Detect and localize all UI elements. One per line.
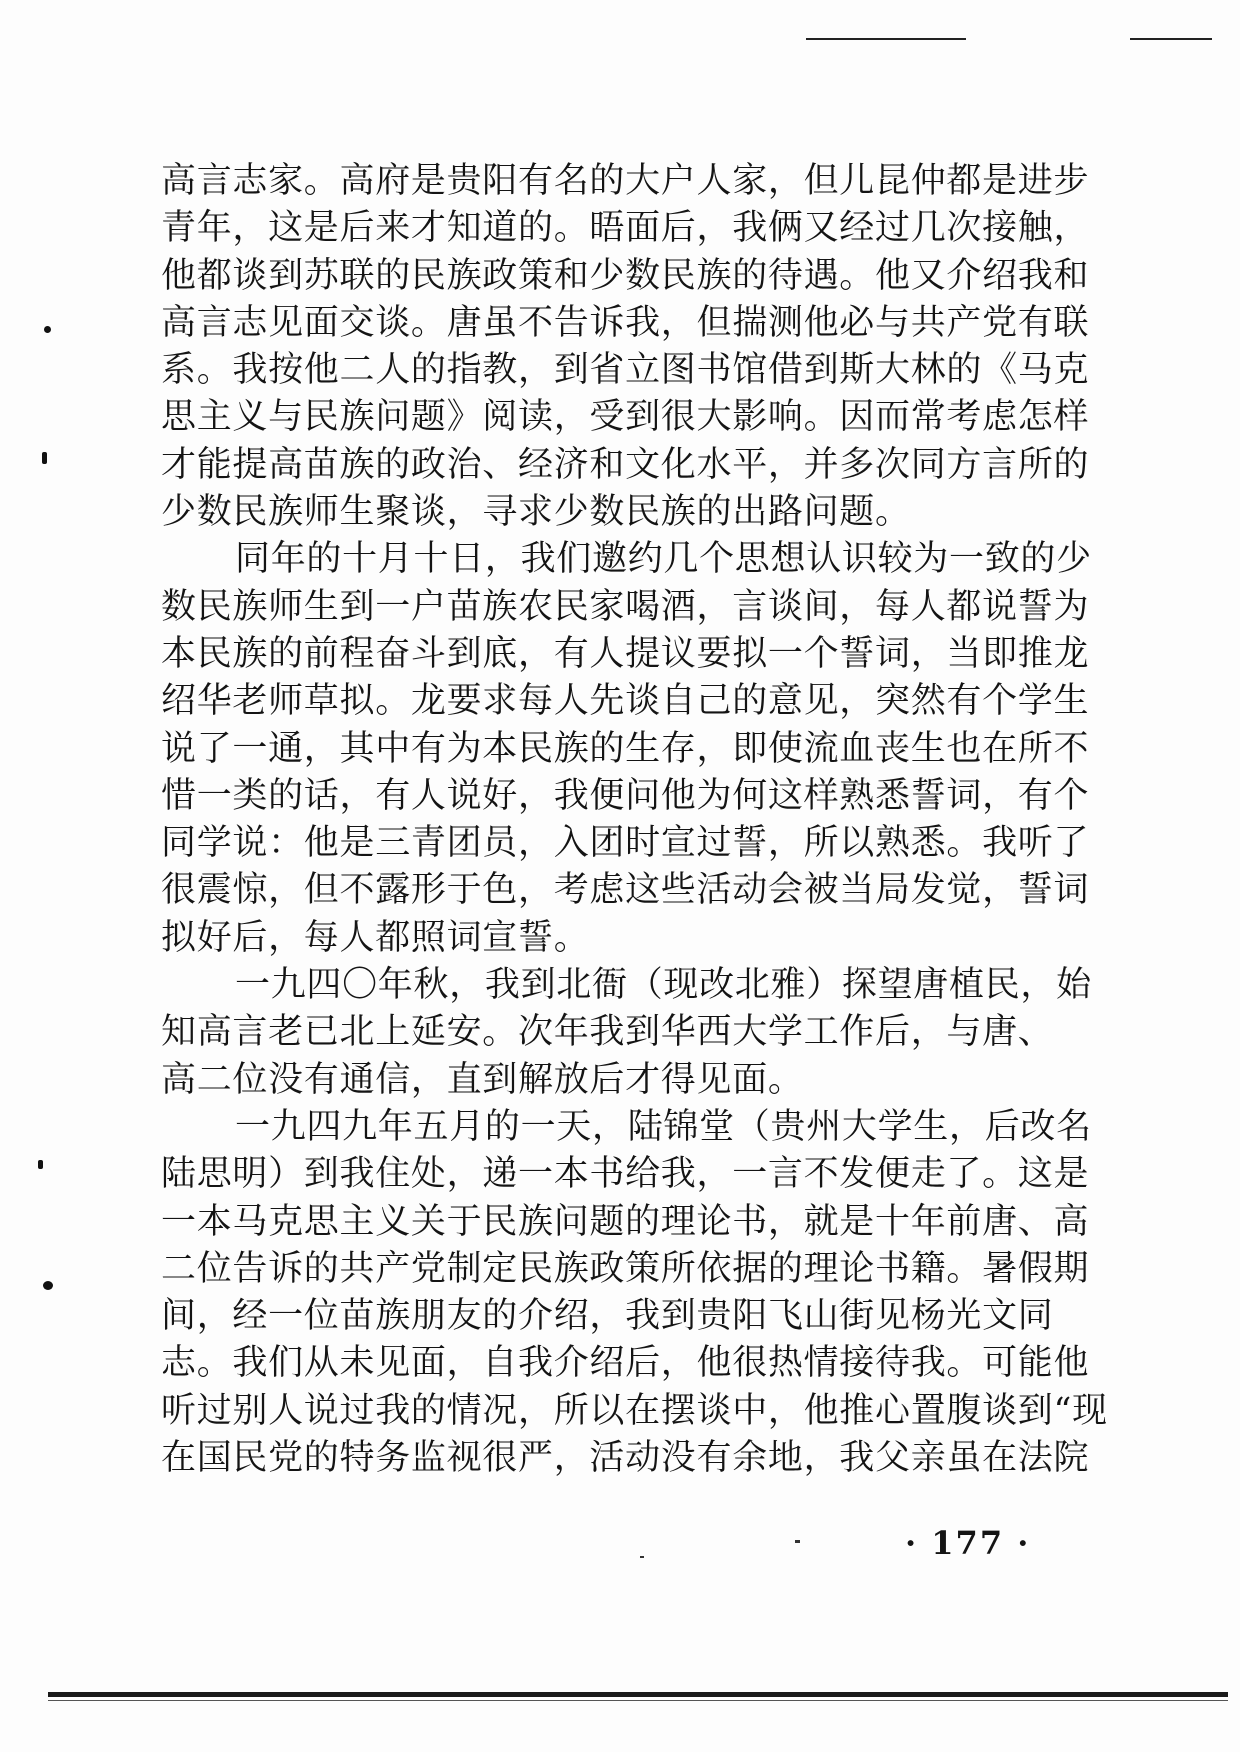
text-line: 听过别人说过我的情况，所以在摆谈中，他推心置腹谈到“现	[161, 1390, 1108, 1431]
text-line: 绍华老师草拟。龙要求每人先谈自己的意见，突然有个学生	[161, 681, 1090, 722]
text-line: 间，经一位苗族朋友的介绍，我到贵阳飞山街见杨光文同	[161, 1296, 1054, 1337]
bottom-rule	[48, 1692, 1228, 1697]
text-line: 少数民族师生聚谈，寻求少数民族的出路问题。	[161, 492, 911, 533]
text-line: 陆思明）到我住处，递一本书给我，一言不发便走了。这是	[161, 1154, 1090, 1195]
text-line: 一九四九年五月的一天，陆锦堂（贵州大学生，后改名	[235, 1106, 1092, 1147]
scan-speck	[43, 1281, 53, 1290]
text-line: 一本马克思主义关于民族问题的理论书，就是十年前唐、高	[161, 1201, 1090, 1242]
scan-speck	[38, 1160, 43, 1169]
text-line: 说了一通，其中有为本民族的生存，即使流血丧生也在所不	[161, 728, 1090, 769]
text-line: 同年的十月十日，我们邀约几个思想认识较为一致的少	[235, 539, 1092, 580]
body-text	[161, 158, 1113, 1482]
text-line: 数民族师生到一户苗族农民家喝酒，言谈间，每人都说誓为	[161, 586, 1090, 627]
top-rule-right	[1130, 38, 1212, 40]
bottom-rule-thin	[48, 1700, 1228, 1701]
text-line: 青年，这是后来才知道的。晤面后，我俩又经过几次接触，	[161, 208, 1090, 249]
text-line: 惜一类的话，有人说好，我便问他为何这样熟悉誓词，有个	[161, 775, 1090, 816]
text-line: 本民族的前程奋斗到底，有人提议要拟一个誓词，当即推龙	[161, 633, 1090, 674]
text-line: 他都谈到苏联的民族政策和少数民族的待遇。他又介绍我和	[161, 255, 1090, 296]
text-line: 拟好后，每人都照词宣誓。	[161, 917, 590, 958]
scan-speck	[795, 1540, 800, 1543]
top-rule-left	[806, 38, 966, 40]
text-line: 在国民党的特务监视很严，活动没有余地，我父亲虽在法院	[161, 1438, 1090, 1479]
scan-speck	[44, 326, 51, 333]
scan-speck	[42, 452, 47, 464]
page-number: · 177 ·	[905, 1524, 1031, 1562]
text-line: 高言志见面交谈。唐虽不告诉我，但揣测他必与共产党有联	[161, 302, 1090, 343]
text-line: 高言志家。高府是贵阳有名的大户人家，但儿昆仲都是进步	[161, 161, 1090, 201]
text-line: 知高言老已北上延安。次年我到华西大学工作后，与唐、	[161, 1012, 1054, 1053]
text-line: 一九四〇年秋，我到北衙（现改北雅）探望唐植民，始	[235, 965, 1092, 1006]
scan-speck	[640, 1556, 644, 1558]
text-line: 高二位没有通信，直到解放后才得见面。	[161, 1059, 804, 1100]
text-line: 同学说：他是三青团员，入团时宣过誓，所以熟悉。我听了	[161, 823, 1090, 864]
text-line: 思主义与民族问题》阅读，受到很大影响。因而常考虑怎样	[161, 397, 1090, 438]
text-line: 系。我按他二人的指教，到省立图书馆借到斯大林的《马克	[161, 350, 1090, 391]
text-line: 二位告诉的共产党制定民族政策所依据的理论书籍。暑假期	[161, 1248, 1090, 1289]
text-line: 志。我们从未见面，自我介绍后，他很热情接待我。可能他	[161, 1343, 1090, 1384]
text-line: 才能提高苗族的政治、经济和文化水平，并多次同方言所的	[161, 444, 1090, 485]
text-line: 很震惊，但不露形于色，考虑这些活动会被当局发觉，誓词	[161, 870, 1090, 911]
